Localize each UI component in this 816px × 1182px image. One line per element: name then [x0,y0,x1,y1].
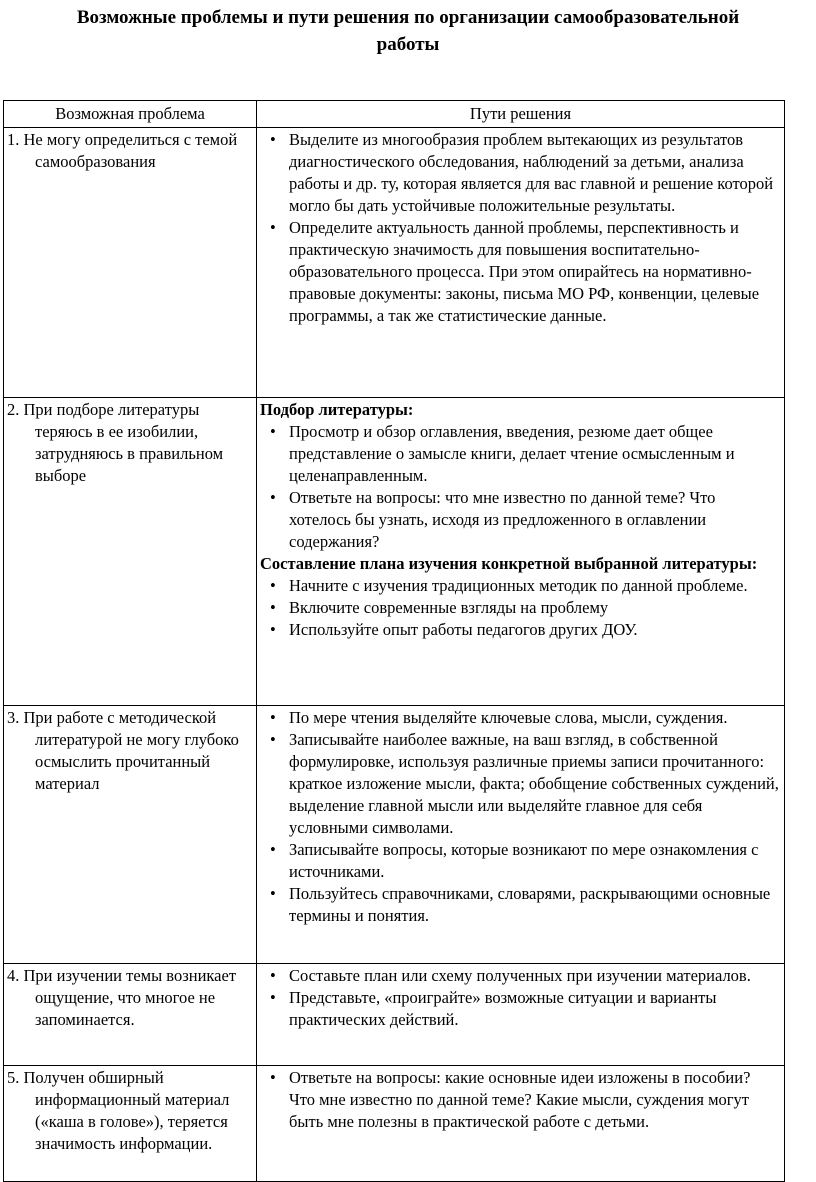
solutions-heading: Составление плана изучения конкретной выбранной литературы: [260,554,758,573]
solution-item: • Определите актуальность данной проблемы, перспективность и практическую значимость для повышения воспитательно-образовательного процесса. При этом опирайтесь на нормативно-правовые документы: законы, письма МО РФ, конвенции, целевые программы, а так же статистические данные. [260,217,780,327]
solutions-cell [257,1066,785,1182]
problem-text: 2. При подборе литературы теряюсь в ее изобилии, затрудняюсь в правильном выборе [7,400,224,485]
solution-item: • Пользуйтесь справочниками, словарями, раскрывающими основные термины и понятия. [260,883,780,927]
column-header-solutions: Пути решения [257,101,785,128]
solutions-heading: Подбор литературы: [260,400,414,419]
table-row [4,128,785,398]
problem-text: 3. При работе с методической литературой не могу глубоко осмыслить прочитанный материал [7,708,239,793]
solutions-list [260,129,780,327]
solution-item: • Записывайте наиболее важные, на ваш взгляд, в собственной формулировке, используя различные приемы записи прочитанного: краткое изложение мысли, факта; обобщение собственных суждений, выделение главной мысли или выделяйте главное для себя условными символами. [260,729,780,839]
solution-item: • Составьте план или схему полученных при изучении материалов. [260,965,780,987]
table-row [4,964,785,1066]
solutions-list [260,421,780,553]
solution-item: • Записывайте вопросы, которые возникают по мере ознакомления с источниками. [260,839,780,883]
solution-item: • Выделите из многообразия проблем вытекающих из результатов диагностического обследования, наблюдений за детьми, анализа работы и др. ту, которая является для вас главной и решение которой могло бы дать устойчивые положительные результаты. [260,129,780,217]
solutions-cell [257,964,785,1066]
solution-item: • По мере чтения выделяйте ключевые слова, мысли, суждения. [260,707,780,729]
page-title [0,4,816,58]
problem-text: 4. При изучении темы возникает ощущение, что многое не запоминается. [7,966,237,1029]
problem-cell [4,1066,257,1182]
page-title-line-1: Возможные проблемы и пути решения по организации самообразовательной [76,7,740,28]
problem-text: 5. Получен обширный информационный материал («каша в голове»), теряется значимость информации. [7,1068,230,1153]
page-title-line-2: работы [376,34,440,55]
table-row [4,706,785,964]
solution-item: • Ответьте на вопросы: какие основные идеи изложены в пособии? Что мне известно по данной теме? Какие мысли, суждения могут быть мне полезны в практической работе с детьми. [260,1067,780,1133]
problem-text: 1. Не могу определиться с темой самообразования [7,130,238,171]
solutions-list [260,575,780,641]
solution-item: • Используйте опыт работы педагогов других ДОУ. [260,619,780,641]
problem-cell [4,128,257,398]
solution-item: • Просмотр и обзор оглавления, введения, резюме дает общее представление о замысле книги, делает чтение осмысленным и целенаправленным. [260,421,780,487]
solution-item: • Ответьте на вопросы: что мне известно по данной теме? Что хотелось бы узнать, исходя из предложенного в оглавлении содержания? [260,487,780,553]
solutions-cell [257,706,785,964]
problem-cell [4,398,257,706]
table-row [4,1066,785,1182]
problems-solutions-table [3,100,785,1182]
solutions-cell [257,128,785,398]
solutions-list [260,1067,780,1133]
solutions-list [260,965,780,1031]
solution-item: • Представьте, «проиграйте» возможные ситуации и варианты практических действий. [260,987,780,1031]
column-header-problem: Возможная проблема [4,101,257,128]
table-header-row [4,101,785,128]
solution-item: • Включите современные взгляды на проблему [260,597,780,619]
problem-cell [4,964,257,1066]
table-body [4,128,785,1182]
problem-cell [4,706,257,964]
solutions-list [260,707,780,927]
solution-item: • Начните с изучения традиционных методик по данной проблеме. [260,575,780,597]
solutions-cell [257,398,785,706]
table-row [4,398,785,706]
